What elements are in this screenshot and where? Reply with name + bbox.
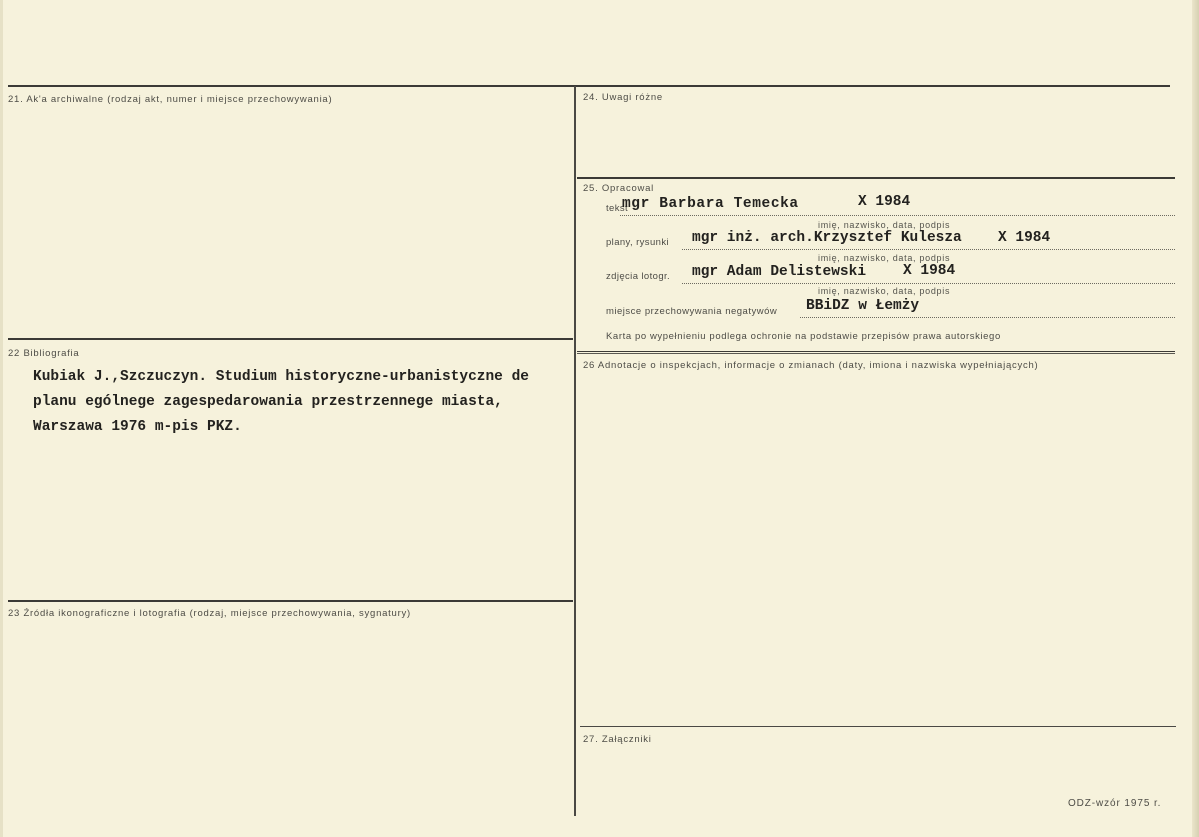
column-divider [574,86,576,816]
text-author-date: X 1984 [858,194,911,210]
drawings-author-name: mgr inż. arch.Krzysztef Kulesza [692,230,962,246]
photos-author-date: X 1984 [903,263,956,279]
negatives-location-value: BBiDZ w Łemży [806,298,920,314]
rule-24-25 [577,177,1175,179]
card-right-edge [1192,0,1199,837]
rule-25-26 [577,351,1175,352]
drawings-author-dotted-line [682,249,1175,250]
section-25-label: 25. Opracowal [583,183,655,194]
photos-author-label: zdjęcia lotogr. [606,271,671,282]
section-21-label: 21. Ak'a archiwalne (rodzaj akt, numer i miejsce przechowywania) [8,94,333,105]
photos-author-hint: imię, nazwisko, data, podpis [818,286,951,296]
copyright-note: Karta po wypełnieniu podlega ochronie na podstawie przepisów prawa autorskiego [606,331,1001,342]
bibliography-line: planu ególnege zagespedarowania przestrzennege miasta, [33,394,503,410]
drawings-author-label: plany, rysunki [606,237,669,248]
rule-22-23 [8,600,573,602]
section-23-label: 23 Źródła ikonograficzne i lotografia (rodzaj, miejsce przechowywania, sygnatury) [8,608,411,619]
negatives-dotted-line [800,317,1175,318]
section-26-label: 26 Adnotacje o inspekcjach, informacje o zmianach (daty, imiona i nazwiska wypełniających) [583,360,1039,371]
text-author-name: mgr Barbara Temecka [622,196,799,212]
top-rule [8,85,1170,87]
section-22-label: 22 Bibliografia [8,348,80,359]
section-24-label: 24. Uwagi różne [583,92,663,103]
drawings-author-hint: imię, nazwisko, data, podpis [818,253,951,263]
photos-author-name: mgr Adam Delistewski [692,264,867,280]
form-code: ODZ-wzór 1975 r. [1068,798,1162,809]
negatives-location-label: miejsce przechowywania negatywów [606,306,778,317]
text-author-hint: imię, nazwisko, data, podpis [818,220,951,230]
drawings-author-date: X 1984 [998,230,1051,246]
section-27-label: 27. Załączniki [583,734,652,745]
card-left-edge [0,0,3,837]
photos-author-dotted-line [682,283,1175,284]
bibliography-line: Kubiak J.,Szczuczyn. Studium historyczne-urbanistyczne de [33,369,529,385]
text-author-dotted-line [620,215,1175,216]
rule-21-22 [8,338,573,340]
rule-26-27 [580,726,1176,727]
bibliography-line: Warszawa 1976 m-pis PKZ. [33,419,242,435]
text-author-label: tekst [606,203,629,214]
